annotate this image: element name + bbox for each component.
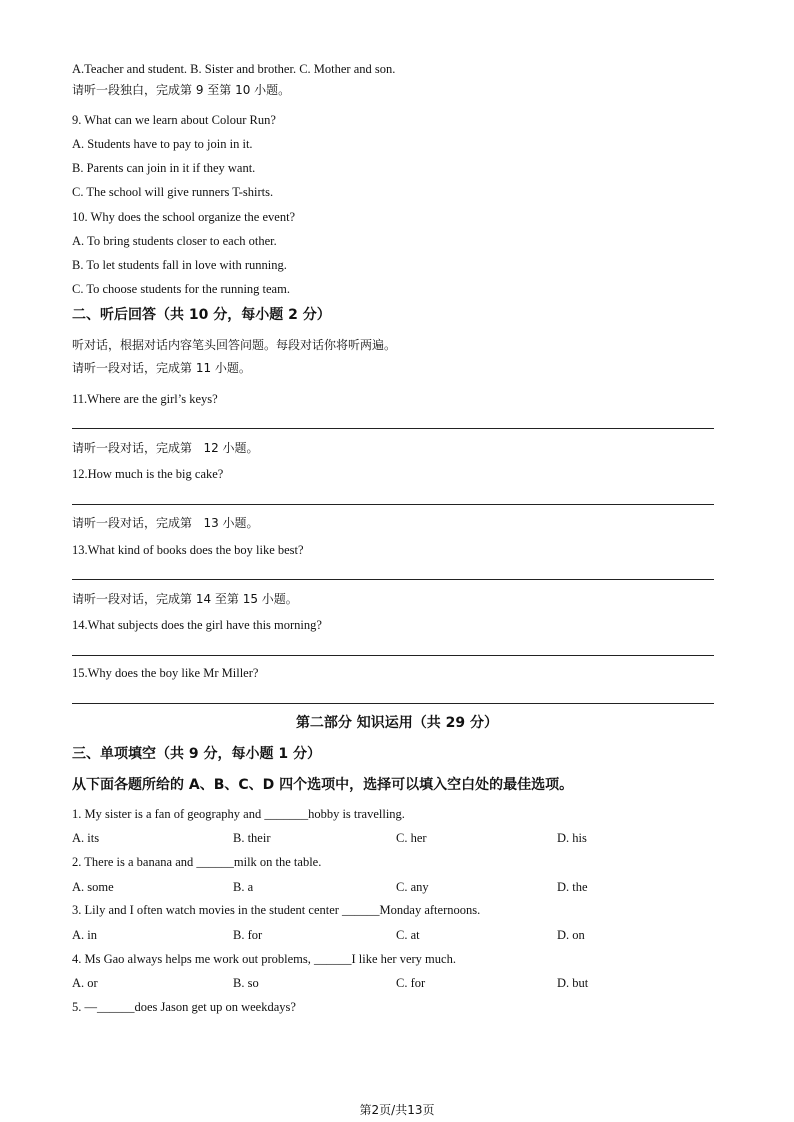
answer-line-12[interactable]	[72, 504, 714, 505]
question-10: 10. Why does the school organize the event?	[72, 210, 296, 224]
mc-question-3-option-d[interactable]: D. on	[557, 928, 585, 942]
question-14: 14.What subjects does the girl have this morning?	[72, 618, 322, 632]
mc-question-3-option-a[interactable]: A. in	[72, 928, 97, 942]
section-2-instruction: 听对话，根据对话内容笔头回答问题。每段对话你将听两遍。	[72, 338, 397, 352]
mc-question-4: 4. Ms Gao always helps me work out problems, ______I like her very much.	[72, 952, 456, 966]
question-10-option-a: A. To bring students closer to each other.	[72, 234, 277, 248]
answer-line-11[interactable]	[72, 428, 714, 429]
question-15: 15.Why does the boy like Mr Miller?	[72, 666, 259, 680]
mc-question-2-option-c[interactable]: C. any	[396, 880, 429, 894]
instruction-13: 请听一段对话，完成第 13 小题。	[72, 516, 259, 530]
question-12: 12.How much is the big cake?	[72, 467, 224, 481]
page-footer: 第2页/共13页	[359, 1103, 435, 1117]
part-2-heading: 第二部分 知识运用（共 29 分）	[295, 715, 499, 731]
mc-question-2-option-a[interactable]: A. some	[72, 880, 114, 894]
mc-question-3: 3. Lily and I often watch movies in the student center ______Monday afternoons.	[72, 903, 481, 917]
section-2-heading: 二、听后回答（共 10 分，每小题 2 分）	[72, 307, 331, 323]
instruction-12: 请听一段对话，完成第 12 小题。	[72, 441, 259, 455]
mc-question-1: 1. My sister is a fan of geography and _______hobby is travelling.	[72, 807, 405, 821]
question-13: 13.What kind of books does the boy like best?	[72, 543, 304, 557]
mc-question-1-option-a[interactable]: A. its	[72, 831, 100, 845]
answer-line-15[interactable]	[72, 703, 714, 704]
question-10-option-b: B. To let students fall in love with running.	[72, 258, 287, 272]
mc-question-1-option-c[interactable]: C. her	[396, 831, 427, 845]
mc-question-4-option-b[interactable]: B. so	[233, 976, 259, 990]
instruction-14-15: 请听一段对话，完成第 14 至第 15 小题。	[72, 592, 298, 606]
answer-line-14[interactable]	[72, 655, 714, 656]
mc-question-2-option-b[interactable]: B. a	[233, 880, 254, 894]
mc-question-4-option-d[interactable]: D. but	[557, 976, 589, 990]
section-3-heading: 三、单项填空（共 9 分，每小题 1 分）	[72, 746, 321, 762]
instruction-11: 请听一段对话，完成第 11 小题。	[72, 361, 251, 375]
mc-question-4-option-a[interactable]: A. or	[72, 976, 98, 990]
mc-question-1-option-d[interactable]: D. his	[557, 831, 587, 845]
answer-line-13[interactable]	[72, 579, 714, 580]
question-9-option-b: B. Parents can join in it if they want.	[72, 161, 256, 175]
question-9: 9. What can we learn about Colour Run?	[72, 113, 276, 127]
question-10-option-c: C. To choose students for the running team.	[72, 282, 290, 296]
section-3-instruction: 从下面各题所给的 A、B、C、D 四个选项中，选择可以填入空白处的最佳选项。	[72, 777, 574, 793]
mc-question-5: 5. —______does Jason get up on weekdays?	[72, 1000, 296, 1014]
top-options-line: A.Teacher and student. B. Sister and brother. C. Mother and son.	[72, 62, 396, 76]
instruction-9-10: 请听一段独白，完成第 9 至第 10 小题。	[72, 83, 291, 97]
question-9-option-a: A. Students have to pay to join in it.	[72, 137, 253, 151]
mc-question-1-option-b[interactable]: B. their	[233, 831, 271, 845]
question-9-option-c: C. The school will give runners T-shirts.	[72, 185, 274, 199]
mc-question-3-option-b[interactable]: B. for	[233, 928, 263, 942]
question-11: 11.Where are the girl’s keys?	[72, 392, 218, 406]
mc-question-2: 2. There is a banana and ______milk on the table.	[72, 855, 322, 869]
mc-question-3-option-c[interactable]: C. at	[396, 928, 420, 942]
mc-question-2-option-d[interactable]: D. the	[557, 880, 588, 894]
mc-question-4-option-c[interactable]: C. for	[396, 976, 426, 990]
